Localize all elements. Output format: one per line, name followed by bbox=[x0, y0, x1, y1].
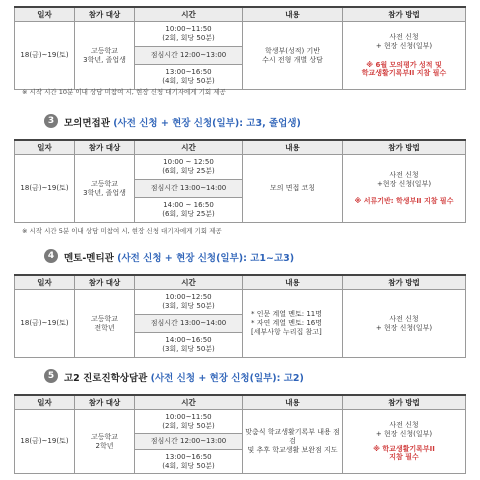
section-title-3: 모의면접관 (사전 신청 + 현장 신청(일부): 고3, 졸업생) bbox=[64, 118, 301, 129]
time-slot-afternoon: 14:00~16:50 (3회, 회당 50분) bbox=[135, 333, 243, 358]
col-header-content: 내용 bbox=[243, 7, 343, 22]
time-slot-afternoon: 13:00~16:50 (4회, 회당 50분) bbox=[135, 65, 243, 90]
section-title-4: 멘토-멘티관 (사전 신청 + 현장 신청(일부): 고1~고3) bbox=[64, 253, 295, 264]
date-cell: 18(금)~19(토) bbox=[15, 290, 75, 358]
col-header-time: 시간 bbox=[135, 395, 243, 410]
col-header-date: 일자 bbox=[15, 7, 75, 22]
note-3: ※ 시작 시간 5분 이내 상담 미참여 시, 현장 신청 대기자에게 기회 제공 bbox=[22, 227, 222, 235]
lunch-time: 점심시간 13:00~14:00 bbox=[135, 315, 243, 333]
col-header-date: 일자 bbox=[15, 140, 75, 155]
method-cell: 사전 신청 +현장 신청(일부) ※ 서류기반: 학생부II 지참 필수 bbox=[343, 155, 466, 223]
table-mock-interview bbox=[14, 139, 466, 223]
time-slot-morning: 10:00~12:50 (3회, 회당 50분) bbox=[135, 290, 243, 315]
target-cell: 고등학교 3학년, 졸업생 bbox=[75, 155, 135, 223]
lunch-time: 점심시간 12:00~13:00 bbox=[135, 434, 243, 450]
time-slot-afternoon: 14:00 ~ 16:50 (6회, 회당 25분) bbox=[135, 198, 243, 223]
table-career-counseling bbox=[14, 394, 466, 474]
col-header-method: 참가 방법 bbox=[343, 275, 466, 290]
section-number-3: 3 bbox=[44, 114, 58, 128]
method-cell: 사전 신청 + 현장 신청(일부) ※ 학교생활기록부II 지참 필수 bbox=[343, 410, 466, 474]
col-header-content: 내용 bbox=[243, 140, 343, 155]
col-header-method: 참가 방법 bbox=[343, 140, 466, 155]
lunch-time: 점심시간 12:00~13:00 bbox=[135, 47, 243, 65]
section-number-5: 5 bbox=[44, 369, 58, 383]
col-header-date: 일자 bbox=[15, 395, 75, 410]
content-cell: 맞춤식 학교생활기록부 내용 점검 및 추후 학교생활 보완점 지도 bbox=[243, 410, 343, 474]
time-slot-morning: 10:00~11:50 (2회, 회당 50분) bbox=[135, 22, 243, 47]
section-title-5: 고2 진로진학상담관 (사전 신청 + 현장 신청(일부): 고2) bbox=[64, 373, 304, 384]
time-slot-morning: 10:00~11:50 (2회, 회당 50분) bbox=[135, 410, 243, 434]
col-header-method: 참가 방법 bbox=[343, 395, 466, 410]
time-slot-afternoon: 13:00~16:50 (4회, 회당 50분) bbox=[135, 450, 243, 474]
target-cell: 고등학교 2학년 bbox=[75, 410, 135, 474]
col-header-target: 참가 대상 bbox=[75, 275, 135, 290]
method-cell: 사전 신청 + 현장 신청(일부) bbox=[343, 290, 466, 358]
col-header-time: 시간 bbox=[135, 7, 243, 22]
col-header-time: 시간 bbox=[135, 275, 243, 290]
col-header-time: 시간 bbox=[135, 140, 243, 155]
col-header-date: 일자 bbox=[15, 275, 75, 290]
col-header-target: 참가 대상 bbox=[75, 7, 135, 22]
target-cell: 고등학교 전학년 bbox=[75, 290, 135, 358]
date-cell: 18(금)~19(토) bbox=[15, 22, 75, 90]
col-header-content: 내용 bbox=[243, 395, 343, 410]
method-cell: 사전 신청 + 현장 신청(일부) ※ 6월 모의평가 성적 및 학교생활기록부II 지참 필수 bbox=[343, 22, 466, 90]
content-cell: * 인문 계열 멘토: 11명 * 자연 계열 멘토: 16명 [세부사항 누리집 참고] bbox=[243, 290, 343, 358]
date-cell: 18(금)~19(토) bbox=[15, 155, 75, 223]
date-cell: 18(금)~19(토) bbox=[15, 410, 75, 474]
col-header-target: 참가 대상 bbox=[75, 140, 135, 155]
content-cell: 모의 면접 코칭 bbox=[243, 155, 343, 223]
lunch-time: 점심시간 13:00~14:00 bbox=[135, 180, 243, 198]
time-slot-morning: 10:00 ~ 12:50 (6회, 회당 25분) bbox=[135, 155, 243, 180]
table-consultation-1 bbox=[14, 6, 466, 90]
target-cell: 고등학교 3학년, 졸업생 bbox=[75, 22, 135, 90]
col-header-method: 참가 방법 bbox=[343, 7, 466, 22]
section-number-4: 4 bbox=[44, 249, 58, 263]
note-1: ※ 시작 시간 10분 이내 상담 미참여 시, 현장 신청 대기자에게 기회 제공 bbox=[22, 88, 226, 96]
table-mentor-mentee bbox=[14, 274, 466, 358]
col-header-content: 내용 bbox=[243, 275, 343, 290]
content-cell: 학생부(성적) 기반 수시 전형 개별 상담 bbox=[243, 22, 343, 90]
col-header-target: 참가 대상 bbox=[75, 395, 135, 410]
